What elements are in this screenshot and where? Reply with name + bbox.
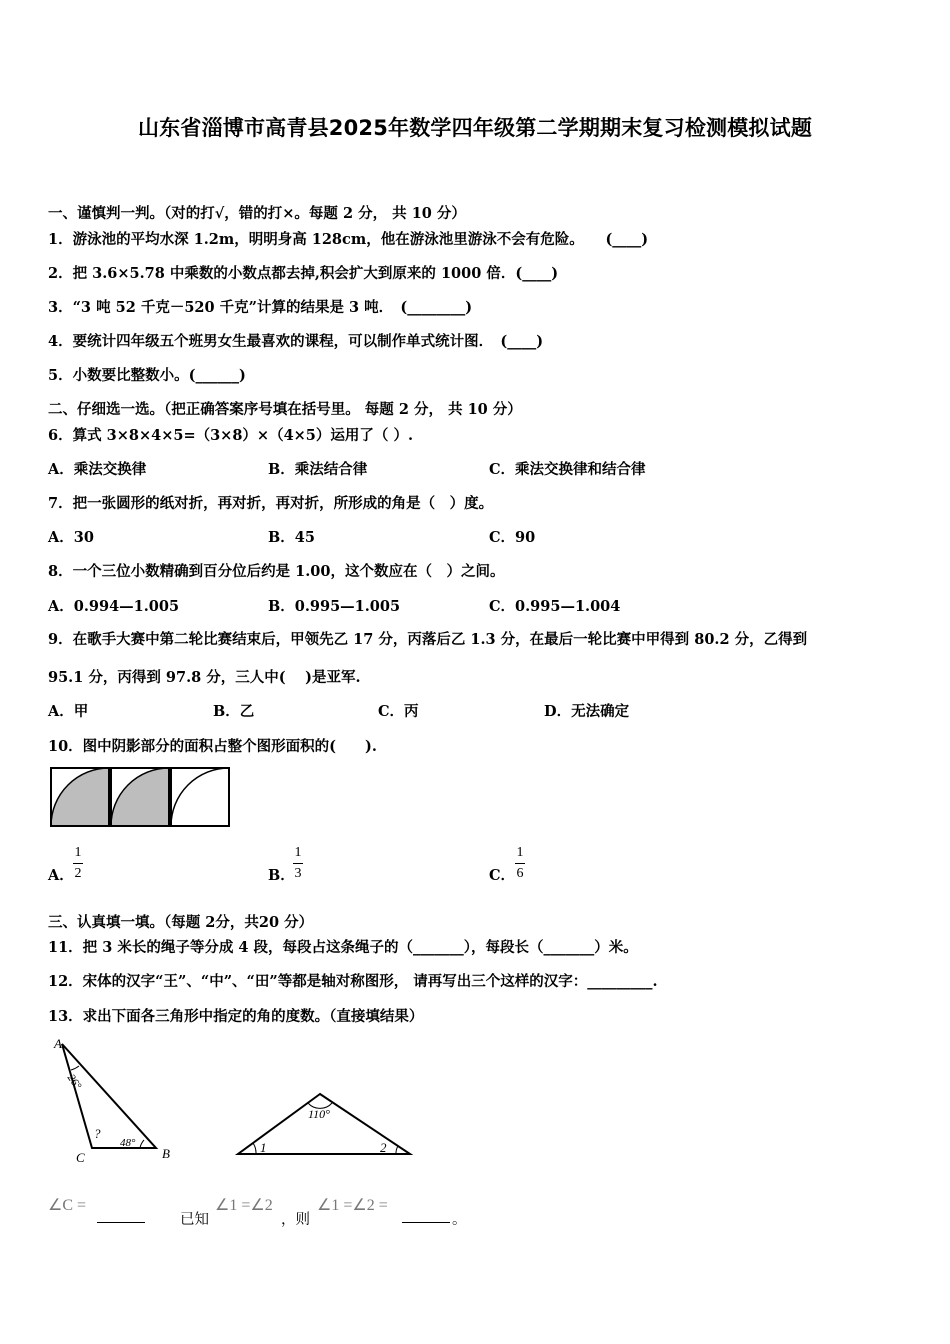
fraction-denominator: 3 [294,866,302,881]
q7-option-c: C．90 [489,529,536,546]
fraction-numerator: 1 [74,845,82,860]
fraction-numerator: 1 [294,845,302,860]
q10-option-a-fraction [73,845,83,882]
question-8: 8．一个三位小数精确到百分位后约是 1.00，这个数应在（ ）之间。 [48,563,505,580]
q9-option-b: B．乙 [213,703,255,720]
question-5: 5．小数要比整数小。(______) [48,367,246,384]
q13-answer-c-blank[interactable] [97,1210,145,1223]
question-3: 3．“3 吨 52 千克－520 千克”计算的结果是 3 吨． (________) [48,299,473,316]
q10-shaded-squares-figure [49,766,233,828]
q9-option-a: A．甲 [48,703,89,720]
angle-2-label: 2 [380,1140,387,1155]
q10-option-b-fraction [293,845,303,882]
q13-answer-angle-c: ∠C = [48,1197,87,1214]
q13-then-text: ，则 [281,1212,310,1228]
question-2: 2．把 3.6×5.78 中乘数的小数点都去掉,积会扩大到原来的 1000 倍．(____) [48,265,559,282]
q6-option-a: A．乘法交换律 [48,461,147,478]
q13-triangle-1 [46,1036,186,1166]
q8-option-a: A．0.994—1.005 [48,598,180,615]
question-13: 13．求出下面各三角形中指定的角的度数。（直接填结果） [48,1008,424,1025]
q13-known-prefix: 已知 [180,1212,209,1228]
q13-answer-angle-12: ∠1 =∠2 = [317,1197,388,1214]
question-1: 1．游泳池的平均水深 1.2m，明明身高 128cm，他在游泳池里游泳不会有危险。 (____) [48,231,649,248]
question-9-line-1: 9．在歌手大赛中第二轮比赛结束后，甲领先乙 17 分，丙落后乙 1.3 分，在最后一轮比赛中甲得到 80.2 分，乙得到 [48,631,808,648]
question-7: 7．把一张圆形的纸对折，再对折，再对折，所形成的角是（ ）度。 [48,495,494,512]
unknown-angle-mark: ? [94,1126,101,1141]
section-3-heading: 三、认真填一填。（每题 2分，共20 分） [48,914,314,931]
question-9-line-2: 95.1 分，丙得到 97.8 分，三人中( )是亚军. [48,669,361,686]
q8-option-c: C．0.995—1.004 [489,598,621,615]
fraction-denominator: 2 [74,866,82,881]
vertex-c-label: C [76,1150,85,1165]
angle-1-label: 1 [260,1140,267,1155]
q6-option-c: C．乘法交换律和结合律 [489,461,646,478]
q7-option-a: A．30 [48,529,94,546]
section-2-heading: 二、仔细选一选。（把正确答案序号填在括号里。 每题 2 分， 共 10 分） [48,401,522,418]
page-title: 山东省淄博市高青县2025年数学四年级第二学期期末复习检测模拟试题 [137,116,813,140]
fraction-denominator: 6 [516,866,524,881]
question-4: 4．要统计四年级五个班男女生最喜欢的课程，可以制作单式统计图． (____) [48,333,544,350]
q10-option-c-label: C． [489,867,516,884]
top-angle-value: 110° [308,1107,330,1121]
q7-option-b: B．45 [268,529,315,546]
q6-option-b: B．乘法结合律 [268,461,368,478]
q10-option-c-fraction [515,845,525,882]
question-12: 12．宋体的汉字“王”、“中”、“田”等都是轴对称图形， 请再写出三个这样的汉字：_________. [48,973,658,990]
section-1-heading: 一、谨慎判一判。（对的打√，错的打×。每题 2 分， 共 10 分） [48,205,466,222]
q10-option-a-label: A． [48,867,74,884]
q13-triangle-2 [234,1086,414,1160]
q10-option-b-label: B． [268,867,295,884]
angle-a-value: 26° [64,1072,84,1092]
q13-answer-12-blank[interactable] [402,1210,450,1223]
fraction-numerator: 1 [516,845,524,860]
question-10: 10．图中阴影部分的面积占整个图形面积的( ). [48,738,377,755]
q13-known-condition: ∠1 =∠2 [215,1197,273,1214]
angle-b-value: 48° [120,1137,136,1149]
question-11: 11．把 3 米长的绳子等分成 4 段，每段占这条绳子的（_______），每段长（_______）米。 [48,939,638,956]
vertex-a-label: A [54,1036,62,1051]
q13-period: 。 [452,1212,467,1228]
q9-option-c: C．丙 [378,703,419,720]
question-6: 6．算式 3×8×4×5=（3×8）×（4×5）运用了（ ）. [48,427,413,444]
vertex-b-label: B [162,1146,170,1161]
q8-option-b: B．0.995—1.005 [268,598,401,615]
q9-option-d: D．无法确定 [544,703,630,720]
